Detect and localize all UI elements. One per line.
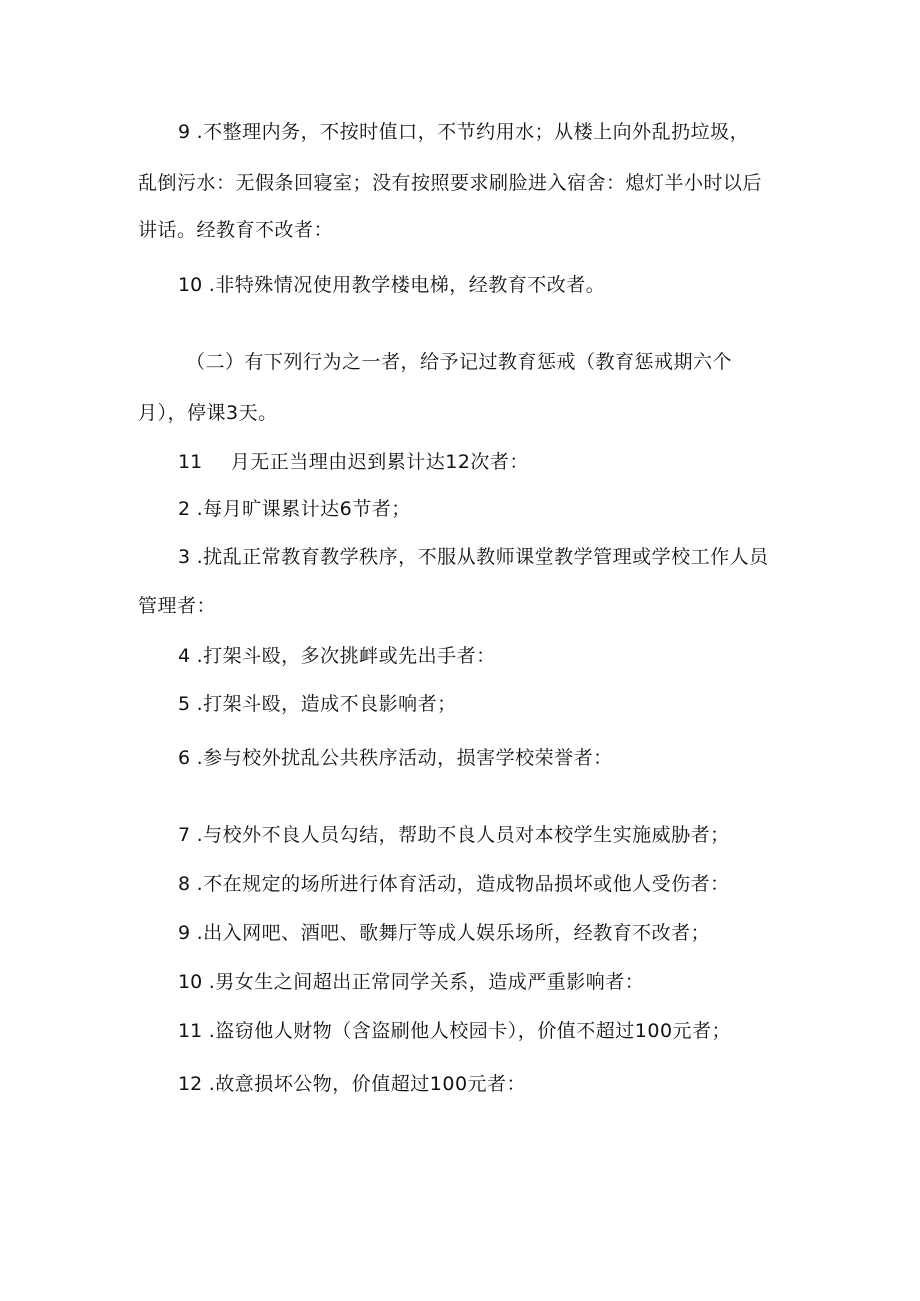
item-text: .非特殊情况使用教学楼电梯，经教育不改者。 [208,274,606,296]
list-item [178,1072,526,1096]
item-number: 11 [178,451,203,473]
item-number: 10 [178,971,203,993]
list-item [178,692,457,716]
item-number: 12 [178,1073,203,1095]
section-2-heading-line-1: （二）有下列行为之一者，给予记过教育惩戒（教育惩戒期六个 [186,351,733,373]
item-number: 4 [178,645,191,667]
item-text: .打架斗殴，造成不良影响者； [196,693,457,715]
list-item [178,497,411,521]
item-text: .参与校外扰乱公共秩序活动，损害学校荣誉者： [196,747,613,769]
item-text: .男女生之间超出正常同学关系，造成严重影响者： [208,971,645,993]
item-text: .与校外不良人员勾结，帮助不良人员对本校学生实施威胁者； [196,824,730,846]
item-text: .扰乱正常教育教学秩序，不服从教师课堂教学管理或学校工作人员 [196,546,769,568]
list-item [178,644,496,668]
list-item [178,921,710,945]
item-text: .不整理内务，不按时值口，不节约用水；从楼上向外乱扔垃圾， [196,121,750,143]
item-number: 11 [178,1020,203,1042]
list-item [178,970,644,994]
item-number: 6 [178,747,191,769]
list-item-continuation: 管理者： [138,595,217,617]
item-number: 2 [178,498,191,520]
item-9-line-3: 讲话。经教育不改者： [138,219,334,241]
list-item [178,823,730,847]
list-item [178,1019,731,1043]
list-item [178,450,529,474]
item-text: .出入网吧、酒吧、歌舞厅等成人娱乐场所，经教育不改者； [196,922,711,944]
item-number: 10 [178,274,203,296]
item-number: 5 [178,693,191,715]
item-text: .打架斗殴，多次挑衅或先出手者： [196,645,496,667]
item-number: 7 [178,824,191,846]
section-2-heading-line-2: 月），停课3天。 [138,402,278,424]
item-text: .每月旷课累计达6节者； [196,498,411,520]
list-item [178,545,769,569]
item-text: .不在规定的场所进行体育活动，造成物品损坏或他人受伤者： [196,873,730,895]
item-number: 9 [178,922,191,944]
item-10 [178,273,605,297]
item-9-line-1 [178,120,749,144]
item-9-line-2: 乱倒污水：无假条回寝室；没有按照要求刷脸进入宿舍：熄灯半小时以后 [138,172,763,194]
item-text: 月无正当理由迟到累计达12次者： [230,451,529,473]
item-number: 9 [178,121,191,143]
item-text: .故意损坏公物，价值超过100元者： [208,1073,527,1095]
item-number: 3 [178,546,191,568]
list-item [178,872,730,896]
list-item [178,746,613,770]
item-text: .盗窃他人财物（含盗刷他人校园卡），价值不超过100元者； [208,1020,732,1042]
item-number: 8 [178,873,191,895]
